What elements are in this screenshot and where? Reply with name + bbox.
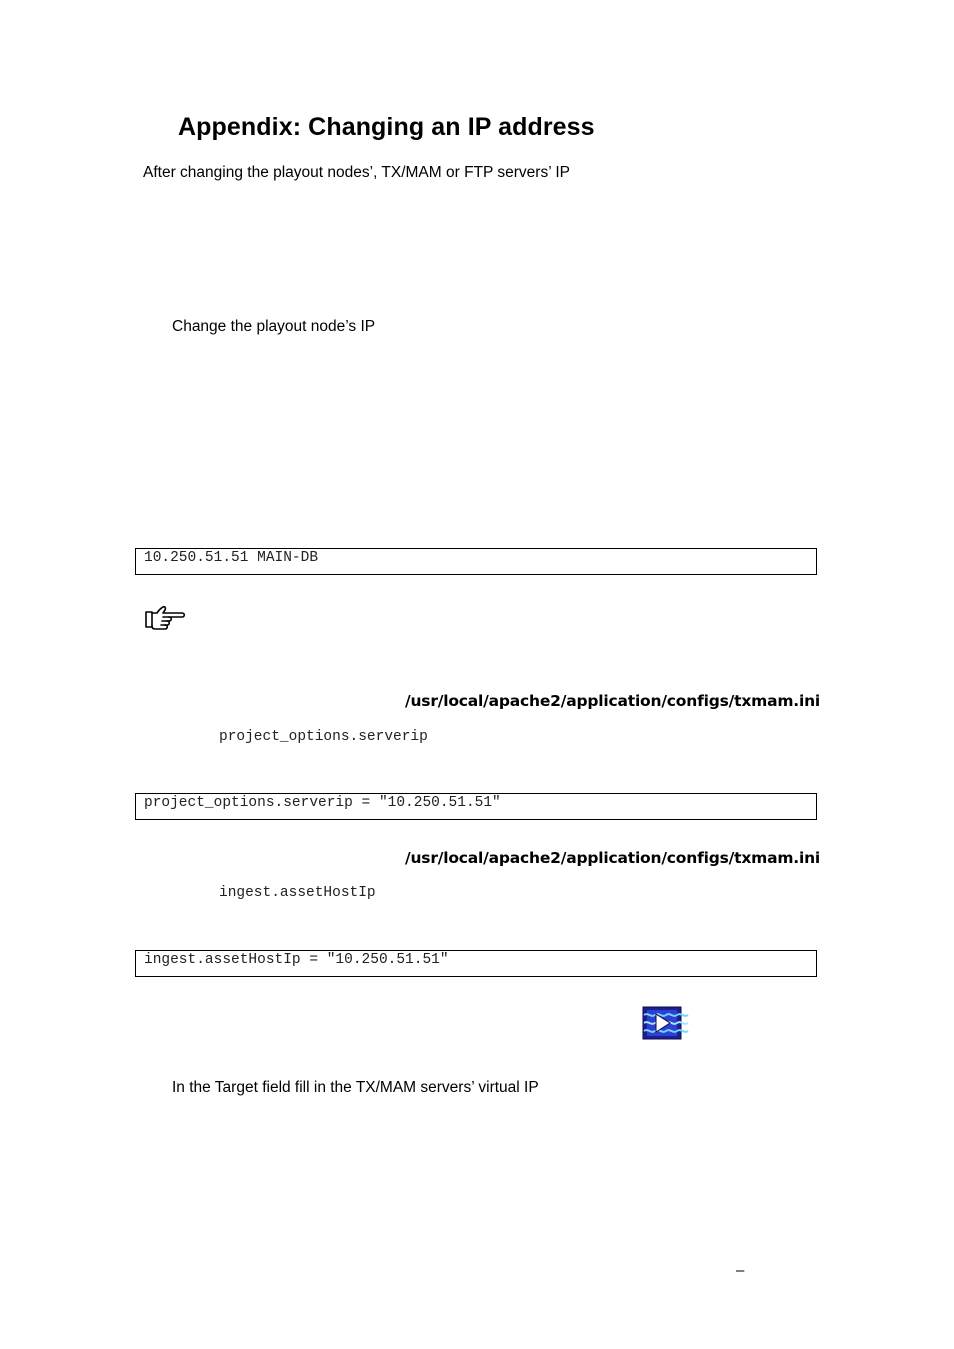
serverip-code: project_options.serverip = "10.250.51.51" bbox=[144, 795, 501, 811]
footer-mark: – bbox=[736, 1262, 745, 1279]
playout-app-icon bbox=[642, 1006, 690, 1040]
pointing-hand-icon bbox=[143, 604, 187, 632]
config-path-serverip: /usr/local/apache2/application/configs/txmam.ini bbox=[405, 692, 821, 710]
assethostip-code-box bbox=[135, 950, 817, 977]
config-key-assethostip: ingest.assetHostIp bbox=[219, 885, 376, 901]
step-target-field: In the Target field fill in the TX/MAM servers’ virtual IP bbox=[172, 1079, 539, 1096]
hosts-entry-code-box bbox=[135, 548, 817, 575]
step-change-playout-ip: Change the playout node’s IP bbox=[172, 318, 376, 335]
assethostip-code: ingest.assetHostIp = "10.250.51.51" bbox=[144, 952, 449, 968]
config-key-serverip: project_options.serverip bbox=[219, 729, 428, 745]
intro-paragraph: After changing the playout nodes’, TX/MAM or FTP servers’ IP bbox=[143, 164, 571, 181]
hosts-entry-code: 10.250.51.51 MAIN-DB bbox=[144, 550, 319, 566]
config-path-assethostip: /usr/local/apache2/application/configs/txmam.ini bbox=[405, 849, 821, 867]
serverip-code-box bbox=[135, 793, 817, 820]
page-title: Appendix: Changing an IP address bbox=[178, 113, 595, 141]
